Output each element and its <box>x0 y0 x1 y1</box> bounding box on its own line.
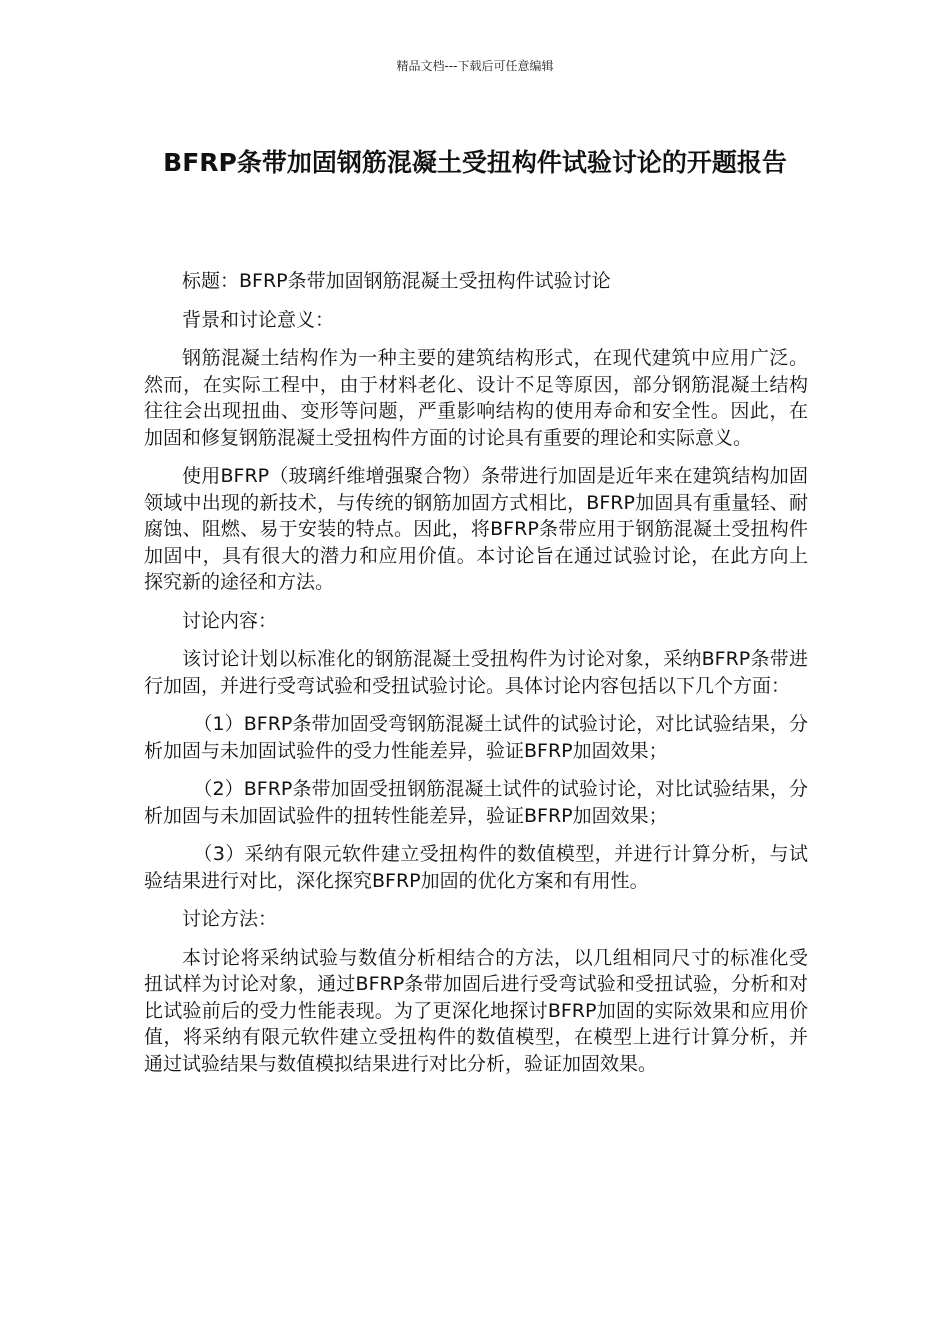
paragraph-background-1: 钢筋混凝土结构作为一种主要的建筑结构形式，在现代建筑中应用广泛。然而，在实际工程中，由于材料老化、设计不足等原因，部分钢筋混凝土结构往往会出现扭曲、变形等问题，严重影响结构的使用寿命和安全性。因此，在加固和修复钢筋混凝土受扭构件方面的讨论具有重要的理论和实际意义。 <box>144 347 808 449</box>
list-item-2: （2）BFRP条带加固受扭钢筋混凝土试件的试验讨论，对比试验结果，分析加固与未加固试验件的扭转性能差异，验证BFRP加固效果； <box>144 778 808 827</box>
list-item-3: （3）采纳有限元软件建立受扭构件的数值模型，并进行计算分析，与试验结果进行对比，深化探究BFRP加固的优化方案和有用性。 <box>144 843 808 892</box>
list-item-1: （1）BFRP条带加固受弯钢筋混凝土试件的试验讨论，对比试验结果，分析加固与未加固试验件的受力性能差异，验证BFRP加固效果； <box>144 713 808 762</box>
document-title: BFRP条带加固钢筋混凝土受扭构件试验讨论的开题报告 <box>163 148 787 177</box>
paragraph-method: 本讨论将采纳试验与数值分析相结合的方法，以几组相同尺寸的标准化受扭试样为讨论对象，通过BFRP条带加固后进行受弯试验和受扭试验，分析和对比试验前后的受力性能表现。为了更深化地探讨BFRP加固的实际效果和应用价值，将采纳有限元软件建立受扭构件的数值模型，在模型上进行计算分析，并通过试验结果与数值模拟结果进行对比分析，验证加固效果。 <box>144 946 808 1075</box>
section-heading-background: 背景和讨论意义： <box>182 308 335 331</box>
section-heading-method: 讨论方法： <box>182 908 278 930</box>
header-note: 精品文档---下载后可任意编辑 <box>396 59 554 73</box>
paragraph-background-2: 使用BFRP（玻璃纤维增强聚合物）条带进行加固是近年来在建筑结构加固领域中出现的新技术，与传统的钢筋加固方式相比，BFRP加固具有重量轻、耐腐蚀、阻燃、易于安装的特点。因此，将BFRP条带应用于钢筋混凝土受扭构件加固中，具有很大的潜力和应用价值。本讨论旨在通过试验讨论，在此方向上探究新的途径和方法。 <box>144 465 808 593</box>
title-line: 标题：BFRP条带加固钢筋混凝土受扭构件试验讨论 <box>182 270 611 292</box>
section-heading-content: 讨论内容： <box>182 609 278 632</box>
paragraph-content-intro: 该讨论计划以标准化的钢筋混凝土受扭构件为讨论对象，采纳BFRP条带进行加固，并进行受弯试验和受扭试验讨论。具体讨论内容包括以下几个方面： <box>144 648 808 697</box>
document-body <box>144 268 808 1089</box>
